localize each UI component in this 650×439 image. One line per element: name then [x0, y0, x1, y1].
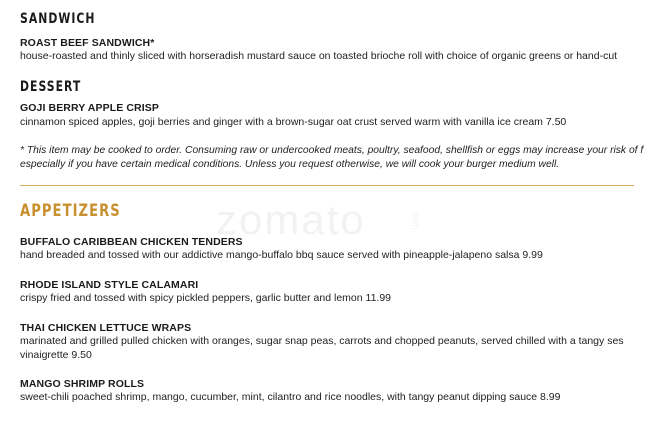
watermark: zomato: [216, 196, 366, 243]
item-description-thai-chicken-lettuce-wraps-line-1: marinated and grilled pulled chicken with oranges, sugar snap peas, carrots and chopped peanuts, served chilled with a tangy ses: [20, 335, 624, 347]
allergy-note-line-1: * This item may be cooked to order. Consuming raw or undercooked meats, poultry, seafood, shellfish or eggs may increase your risk of f: [20, 145, 644, 156]
item-description-goji-berry-apple-crisp: cinnamon spiced apples, goji berries and ginger with a brown-sugar oat crust served warm with vanilla ice cream 7.50: [20, 116, 567, 128]
watermark-suffix: .com: [411, 210, 421, 230]
allergy-note-line-2: especially if you have certain medical conditions. Unless you request otherwise, we will cook your burger medium well.: [20, 159, 560, 170]
item-description-buffalo-caribbean-chicken-tenders: hand breaded and tossed with our addictive mango-buffalo bbq sauce served with pineapple-jalapeno salsa 9.99: [20, 249, 543, 261]
item-name-goji-berry-apple-crisp: GOJI BERRY APPLE CRISP: [20, 102, 159, 114]
section-title-sandwich: SANDWICH: [20, 11, 96, 27]
item-name-thai-chicken-lettuce-wraps: THAI CHICKEN LETTUCE WRAPS: [20, 322, 192, 334]
item-description-roast-beef-sandwich: house-roasted and thinly sliced with horseradish mustard sauce on toasted brioche roll with choice of organic greens or hand-cut: [20, 50, 618, 62]
item-name-rhode-island-style-calamari: RHODE ISLAND STYLE CALAMARI: [20, 279, 199, 291]
section-divider: [20, 185, 634, 186]
item-name-buffalo-caribbean-chicken-tenders: BUFFALO CARIBBEAN CHICKEN TENDERS: [20, 236, 243, 248]
item-description-thai-chicken-lettuce-wraps-line-2: vinaigrette 9.50: [20, 349, 92, 361]
item-description-rhode-island-style-calamari: crispy fried and tossed with spicy pickled peppers, garlic butter and lemon 11.99: [20, 292, 392, 304]
section-title-appetizers: APPETIZERS: [20, 201, 121, 221]
item-name-roast-beef-sandwich: ROAST BEEF SANDWICH*: [20, 37, 155, 49]
section-title-dessert: DESSERT: [20, 79, 82, 95]
item-description-mango-shrimp-rolls: sweet-chili poached shrimp, mango, cucumber, mint, cilantro and rice noodles, with tangy peanut dipping sauce 8.99: [20, 391, 561, 403]
item-name-mango-shrimp-rolls: MANGO SHRIMP ROLLS: [20, 378, 145, 390]
